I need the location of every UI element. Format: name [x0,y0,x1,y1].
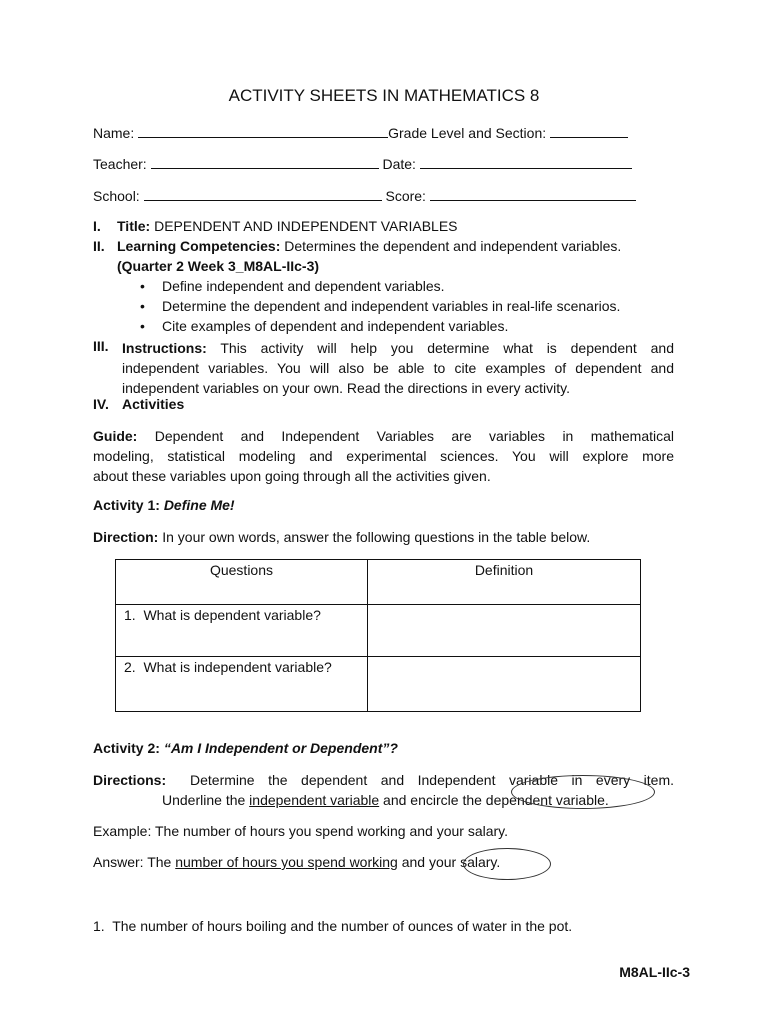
direction-label: Direction: [93,529,159,545]
section-title-label: Title: [117,218,151,234]
activity-1-name: Define Me! [163,497,235,513]
footer-code: M8AL-IIc-3 [619,964,690,980]
dependent-variable-circle [511,775,655,809]
table-header-definition: Definition [368,560,641,605]
encircled-dependent-variable: dependent variable [485,792,605,808]
activity-1-heading [93,497,235,513]
guide-text-1: Dependent and Independent Variables are variables in mathematical [154,428,675,444]
section-title [117,218,458,234]
guide-line-3: about these variables upon going through all the activities given. [93,468,491,484]
answer-period: . [496,854,501,870]
instructions-line-2: independent variables. You will also be able to cite examples of dependent and [122,360,674,376]
competencies-code: (Quarter 2 Week 3_M8AL-IIc-3) [117,258,320,274]
bullet-dot: • [140,318,145,334]
school-score-row [93,187,636,204]
underlined-independent-variable: independent variable [249,792,380,808]
directions-label: Directions: [93,772,167,788]
teacher-label: Teacher: [93,156,147,172]
activity-1-label: Activity 1: [93,497,160,513]
directions-text-2b: and encircle the [379,792,486,808]
section-competencies [117,238,621,254]
directions-text-1: Determine the dependent and Independent variable in every item. [190,772,674,788]
table-question-1: 1. What is dependent variable? [116,605,368,657]
page-title: ACTIVITY SHEETS IN MATHEMATICS 8 [228,86,540,105]
guide-label: Guide: [93,428,138,444]
example-text: Example: The number of hours you spend working and your salary. [93,823,509,839]
section-title-text: DEPENDENT AND INDEPENDENT VARIABLES [154,218,458,234]
guide-line-1 [93,426,674,446]
item-1: 1. The number of hours boiling and the number of ounces of water in the pot. [93,918,573,934]
score-blank[interactable] [430,187,636,201]
competency-bullet-3: Cite examples of dependent and independent variables. [162,318,509,334]
table-question-2: 2. What is independent variable? [116,657,368,712]
name-blank[interactable] [138,124,388,138]
instructions-line-1 [122,338,674,358]
activity-2-heading [93,740,398,756]
score-label: Score: [385,188,426,204]
directions-text-2a: Underline the [162,792,250,808]
answer-conjunction: and [397,854,429,870]
direction-text: In your own words, answer the following questions in the table below. [162,529,591,545]
section-1-number: I. [93,218,101,234]
section-3-number: III. [93,338,109,354]
directions-text-2d: . [604,792,609,808]
guide-line-2: modeling, statistical modeling and experimental sciences. You will explore more [93,448,674,464]
grade-blank[interactable] [550,124,628,138]
answer-circle [463,848,551,880]
table-answer-1[interactable] [368,605,641,657]
guide-paragraph [93,426,674,486]
table-answer-2[interactable] [368,657,641,712]
competency-bullet-2: Determine the dependent and independent variables in real-life scenarios. [162,298,621,314]
table-header-questions: Questions [116,560,368,605]
instructions-line-3: independent variables on your own. Read the directions in every activity. [122,380,570,396]
activity-1-direction [93,529,590,545]
bullet-dot: • [140,278,145,294]
section-2-number: II. [93,238,105,254]
activity-2-label: Activity 2: [93,740,160,756]
date-label: Date: [382,156,416,172]
name-grade-row [93,124,628,141]
competency-bullet-1: Define independent and dependent variables. [162,278,445,294]
competencies-label: Learning Competencies: [117,238,281,254]
answer-underlined: number of hours you spend working [175,854,398,870]
instructions-label: Instructions: [122,340,207,356]
activities-heading: Activities [122,396,185,412]
table-row [116,657,641,712]
table-header-row [116,560,641,605]
answer-prefix: Answer: The [93,854,176,870]
teacher-blank[interactable] [151,155,379,169]
table-row [116,605,641,657]
name-label: Name: [93,125,135,141]
school-label: School: [93,188,140,204]
competencies-text: Determines the dependent and independent variables. [284,238,622,254]
grade-label: Grade Level and Section: [388,125,547,141]
date-blank[interactable] [420,155,632,169]
teacher-date-row [93,155,632,172]
bullet-dot: • [140,298,145,314]
activity-2-name: “Am I Independent or Dependent”? [163,740,398,756]
section-instructions [122,338,674,398]
instructions-text-1: This activity will help you determine what is dependent and [220,340,674,356]
answer-line [93,854,500,870]
section-4-number: IV. [93,396,109,412]
definition-table [115,559,641,712]
answer-encircled: your salary [428,854,497,870]
school-blank[interactable] [144,187,382,201]
